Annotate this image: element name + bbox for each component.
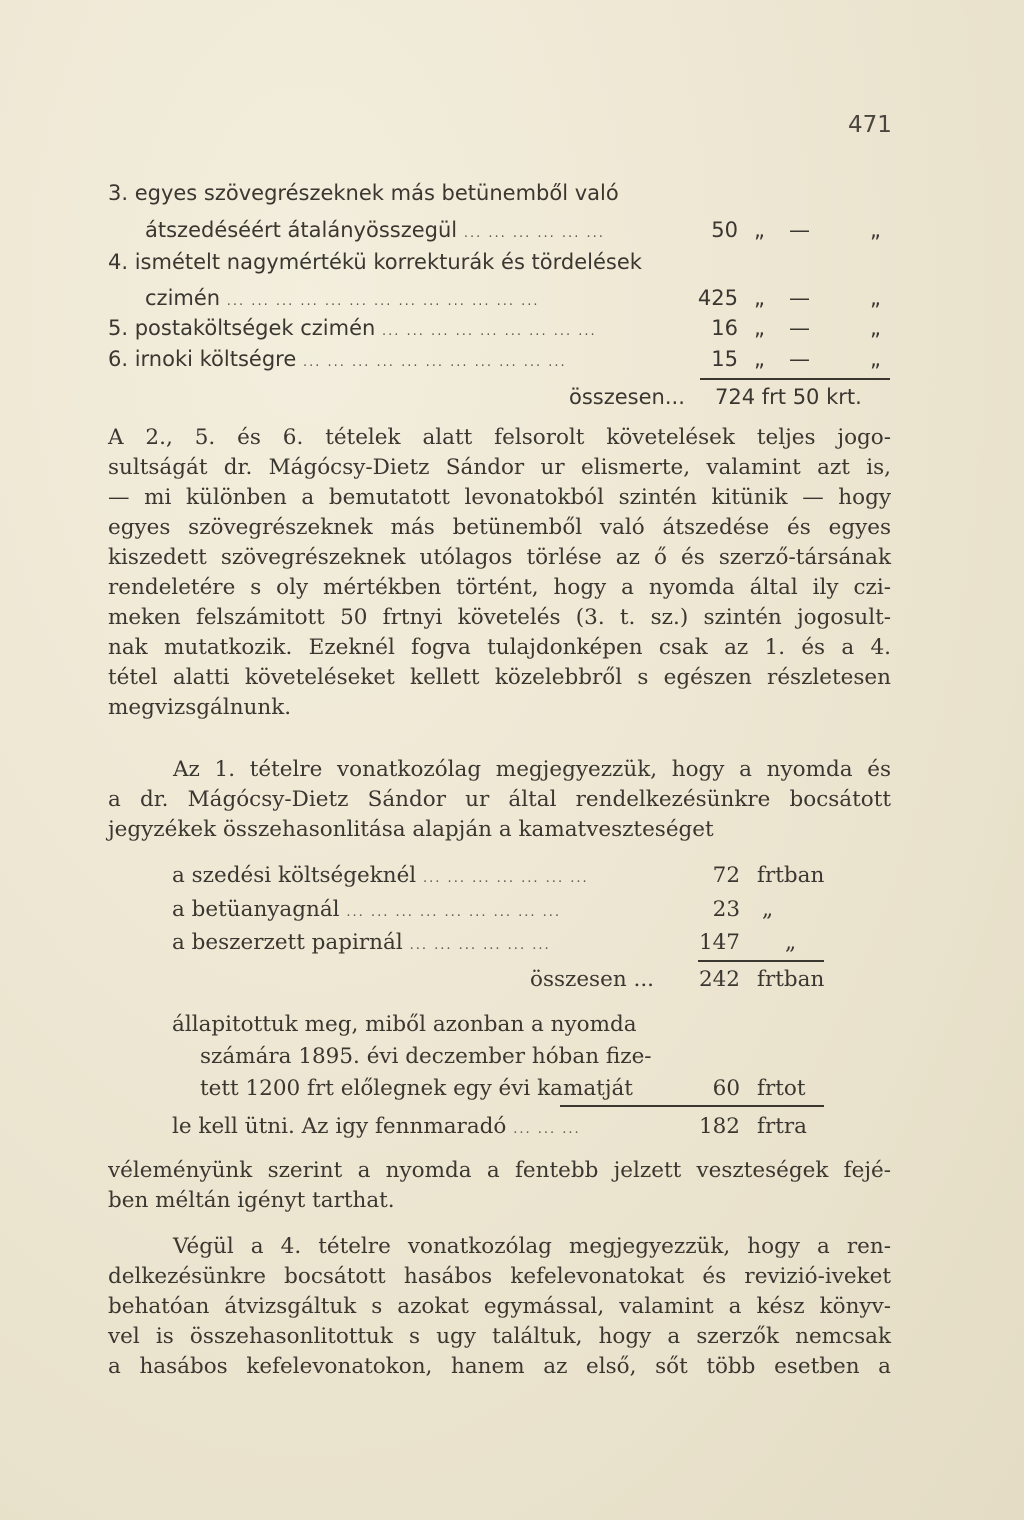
item-5-value: 16 (711, 316, 738, 340)
total-label: összesen... (569, 385, 685, 409)
paragraph-line: nak mutatkozik. Ezeknél fogva tulajdonképen csak az 1. és a 4. (108, 635, 891, 660)
paragraph-line: jegyzékek összehasonlitása alapján a kamatveszteséget (108, 817, 714, 842)
paragraph-line: ben méltán igényt tarthat. (108, 1188, 395, 1213)
paragraph-line: A 2., 5. és 6. tételek alatt felsorolt követelések teljes jogo- (108, 425, 891, 450)
paragraph-line: — mi különben a bemutatott levonatokból szintén kitünik — hogy (108, 485, 891, 510)
item-3-line-2: átszedéséért átalányösszegül ... ... ... ... ... ... (145, 218, 605, 242)
loss-text-1: állapitottuk meg, miből azonban a nyomda (172, 1012, 637, 1037)
loss-total-value: 242 (698, 967, 740, 992)
loss-row-2-value: 23 (712, 897, 740, 922)
loss-total-label: összesen ... (530, 967, 655, 992)
loss-row-1-label: a szedési költségeknél ... ... ... ... ... ... ... (172, 863, 589, 888)
item-4-line-2: czimén ... ... ... ... ... ... ... ... ... ... ... ... ... (145, 286, 540, 310)
item-6-ditto-2: „ (870, 347, 881, 371)
paragraph-line: delkezésünkre bocsátott hasábos kefelevonatokat és revizió-iveket (108, 1264, 891, 1289)
paragraph-3 (108, 1156, 891, 1216)
item-6-value: 15 (711, 347, 738, 371)
item-6-line: 6. irnoki költségre ... ... ... ... ... ... ... ... ... ... ... (108, 347, 567, 371)
item-5-ditto-1: „ (754, 316, 765, 340)
loss-row-3-value: 147 (698, 930, 740, 955)
paragraph-line: Az 1. tételre vonatkozólag megjegyezzük, hogy a nyomda és (173, 757, 891, 782)
item-4-ditto-1: „ (754, 286, 765, 310)
item-4-dash: — (789, 286, 810, 310)
deduct-unit: frtot (757, 1076, 806, 1101)
loss-text-2: számára 1895. évi deczember hóban fize- (200, 1044, 652, 1069)
item-4-ditto-2: „ (870, 286, 881, 310)
paragraph-line: behatóan átvizsgáltuk s azokat egymással, valamint a kész könyv- (108, 1294, 891, 1319)
item-5-ditto-2: „ (870, 316, 881, 340)
paragraph-line: meken felszámitott 50 frtnyi követelés (3. t. sz.) szintén jogosult- (108, 605, 891, 630)
paragraph-line: vel is összehasonlitottuk s ugy találtuk, hogy a szerzők nemcsak (108, 1324, 891, 1349)
loss-total-unit: frtban (757, 967, 825, 992)
paragraph-line: véleményünk szerint a nyomda a fentebb jelzett veszteségek fejé- (108, 1158, 891, 1183)
paragraph-line: tétel alatti követeléseket kellett közelebbről s egészen részletesen (108, 665, 891, 690)
item-3-ditto-1: „ (754, 218, 765, 242)
paragraph-line: Végül a 4. tételre vonatkozólag megjegyezzük, hogy a ren- (173, 1234, 891, 1259)
deduct-rule (560, 1105, 824, 1107)
loss-row-2-label: a betüanyagnál ... ... ... ... ... ... ... ... ... (172, 897, 562, 922)
loss-text-3: tett 1200 frt előlegnek egy évi kamatját (200, 1076, 633, 1101)
item-3-value: 50 (711, 218, 738, 242)
paragraph-1 (108, 423, 891, 723)
item-4-line-1: 4. ismételt nagymértékü korrekturák és tördelések (108, 250, 642, 274)
item-6-ditto-1: „ (754, 347, 765, 371)
paragraph-line: egyes szövegrészeknek más betünemből való átszedése és egyes (108, 515, 891, 540)
loss-row-1-value: 72 (712, 863, 740, 888)
paragraph-line: kiszedett szövegrészeknek utólagos törlése az ő és szerző-társának (108, 545, 891, 570)
item-3-dash: — (789, 218, 810, 242)
item-5-line: 5. postaköltségek czimén ... ... ... ... ... ... ... ... ... (108, 316, 597, 340)
loss-row-3-label: a beszerzett papirnál ... ... ... ... ... ... (172, 930, 551, 955)
page-number: 471 (848, 112, 892, 138)
remain-unit: frtra (757, 1114, 807, 1139)
paragraph-2 (108, 755, 891, 845)
remain-value: 182 (698, 1114, 740, 1139)
remain-label: le kell ütni. Az igy fennmaradó ... ... ... (172, 1114, 581, 1139)
paragraph-line: megvizsgálnunk. (108, 695, 292, 720)
paragraph-4 (108, 1232, 891, 1382)
loss-sum-rule (698, 960, 824, 962)
loss-row-1-unit: frtban (757, 863, 825, 888)
item-3-ditto-2: „ (870, 218, 881, 242)
paragraph-line: sultságát dr. Mágócsy-Dietz Sándor ur elismerte, valamint azt is, (108, 455, 891, 480)
loss-row-2-ditto: „ (762, 897, 774, 922)
paragraph-line: rendeletére s oly mértékben történt, hogy a nyomda által ily czi- (108, 575, 891, 600)
paragraph-line: a dr. Mágócsy-Dietz Sándor ur által rendelkezésünkre bocsátott (108, 787, 891, 812)
sum-rule (700, 378, 890, 380)
item-3-line-1: 3. egyes szövegrészeknek más betünemből való (108, 181, 619, 205)
cost-list (0, 0, 1024, 420)
loss-row-3-ditto: „ (785, 930, 797, 955)
item-6-dash: — (789, 347, 810, 371)
paragraph-line: a hasábos kefelevonatokon, hanem az első, sőt több esetben a (108, 1354, 891, 1379)
item-4-value: 425 (697, 286, 738, 310)
item-5-dash: — (789, 316, 810, 340)
deduct-value: 60 (712, 1076, 740, 1101)
total-value: 724 frt 50 krt. (715, 385, 862, 409)
